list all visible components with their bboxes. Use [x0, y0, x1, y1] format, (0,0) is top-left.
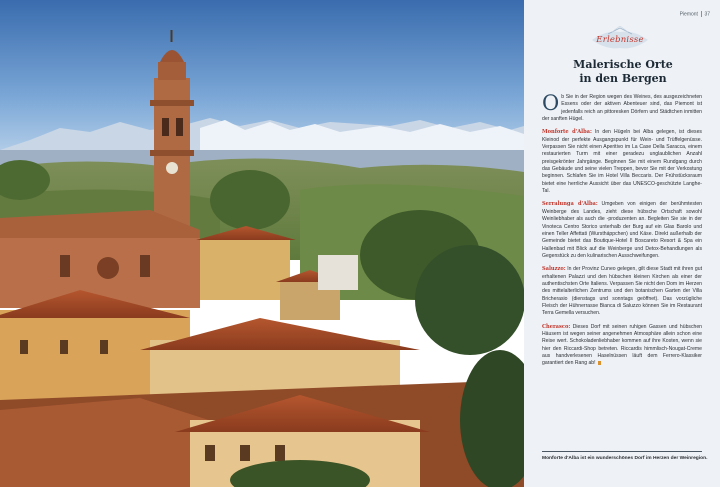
- section-heading: Saluzzo:: [542, 266, 566, 273]
- title-line-1: Malerische Orte: [573, 58, 673, 71]
- end-mark-icon: [598, 361, 602, 365]
- category-badge: [586, 26, 654, 54]
- article-title: [532, 58, 714, 85]
- intro-paragraph: [542, 91, 702, 123]
- section-text: Dieses Dorf mit seinen ruhigen Gassen und hübschen Häusern ist wegen seiner angenehmen Atmosphäre allein schon eine Reise wert. Schokoladenliebhaber kommen auf ihre Kosten, wenn sie hier den Riccardi-Shop betreten. Riccardis himmlisch-Nougat-Creme aus handverlesenen Haselnüssen läuft dem Ferrero-Klassiker garantiert den Rang ab!: [542, 323, 702, 367]
- section-heading: Cherasco:: [542, 323, 571, 330]
- intro-text: b Sie in der Region wegen des Weines, des ausgezeichneten Essens oder der aktiven Abenteuer sind, das Piemont ist jedenfalls reich an pittoresken Dörfern und Städtchen inmitten der sanften Hügel.: [542, 94, 702, 123]
- drop-cap: O: [542, 91, 560, 115]
- badge-label: Erlebnisse: [596, 35, 644, 45]
- section-name: Piemont: [679, 11, 698, 18]
- caption-divider: [542, 451, 702, 452]
- section-text: Umgeben von einigen der berühmtesten Weinberge des Landes, zieht diese hübsche Ortschaft sowohl Weinliebhaber als auch die -produzenten an. Begleiten Sie sie in der Vinoteca Centro Storico unterhalb der Burg auf ein Glas Barolo und einen Teller Affettati (Wurstháppchen) und Käse. Direkt außerhalb der Gemeinde bietet das Boutique-Hotel Il Boscareto Resort & Spa ein Hallenbad mit Blick auf die Weinberge und Detox-Behandlungen als Gegenstück zu den kulinarischen Ausschweifungen.: [542, 201, 702, 259]
- section-heading: Monforte d'Alba:: [542, 129, 592, 136]
- article-body: [542, 91, 702, 374]
- section-text: In den Hügeln bei Alba gelegen, ist dieses Kleinod der perfekte Ausgangspunkt für Wein- und Trüffelgenüsse. Verpassen Sie nicht einen Aperitivo im La Case Della Saracca, einem restaurierten Turm mit einer geradezu unglaublichen Anzahl preisgekrönter Jahrgänge. Beginnen Sie mit einem Rundgang durch das Gebäude und seine vielen Treppen, bevor Sie mit der Verkostung beginnen. Schlafen Sie im Hotel Villa Beccaris. Der Frühstücksraum bietet eine herrliche Aussicht über das UNESCO-geschützte Langhe-Tal.: [542, 129, 702, 195]
- running-head: [680, 11, 710, 17]
- section-paragraph: [542, 201, 702, 260]
- photo-caption: Monforte d'Alba ist ein wunderschönes Dorf im Herzen der Weinregion.: [542, 456, 708, 461]
- section-heading: Serralunga d'Alba:: [542, 201, 598, 208]
- page-number: 37: [704, 11, 710, 18]
- title-line-2: in den Bergen: [579, 71, 667, 85]
- section-paragraph: [542, 266, 702, 317]
- section-paragraph: [542, 129, 702, 195]
- divider: [701, 11, 702, 17]
- section-paragraph: [542, 324, 702, 368]
- section-text: In der Provinz Cuneo gelegen, gilt diese Stadt mit ihren gut erhaltenen Palazzi und den hübschen kleinen Kirchen als einer der authentischsten Orte Italiens. Verpassen Sie nicht den Dom im Herzen des mittelalterlichen Zentrums und den botanischen Garten der Villa Bricherasio (dienstags und sonntags geöffnet). Das vorzügliche Fleisch der Hühnerrasse Bianca di Saluzzo können Sie im Restaurant Terra Gemella versuchen.: [542, 266, 702, 317]
- article-page: [524, 0, 720, 487]
